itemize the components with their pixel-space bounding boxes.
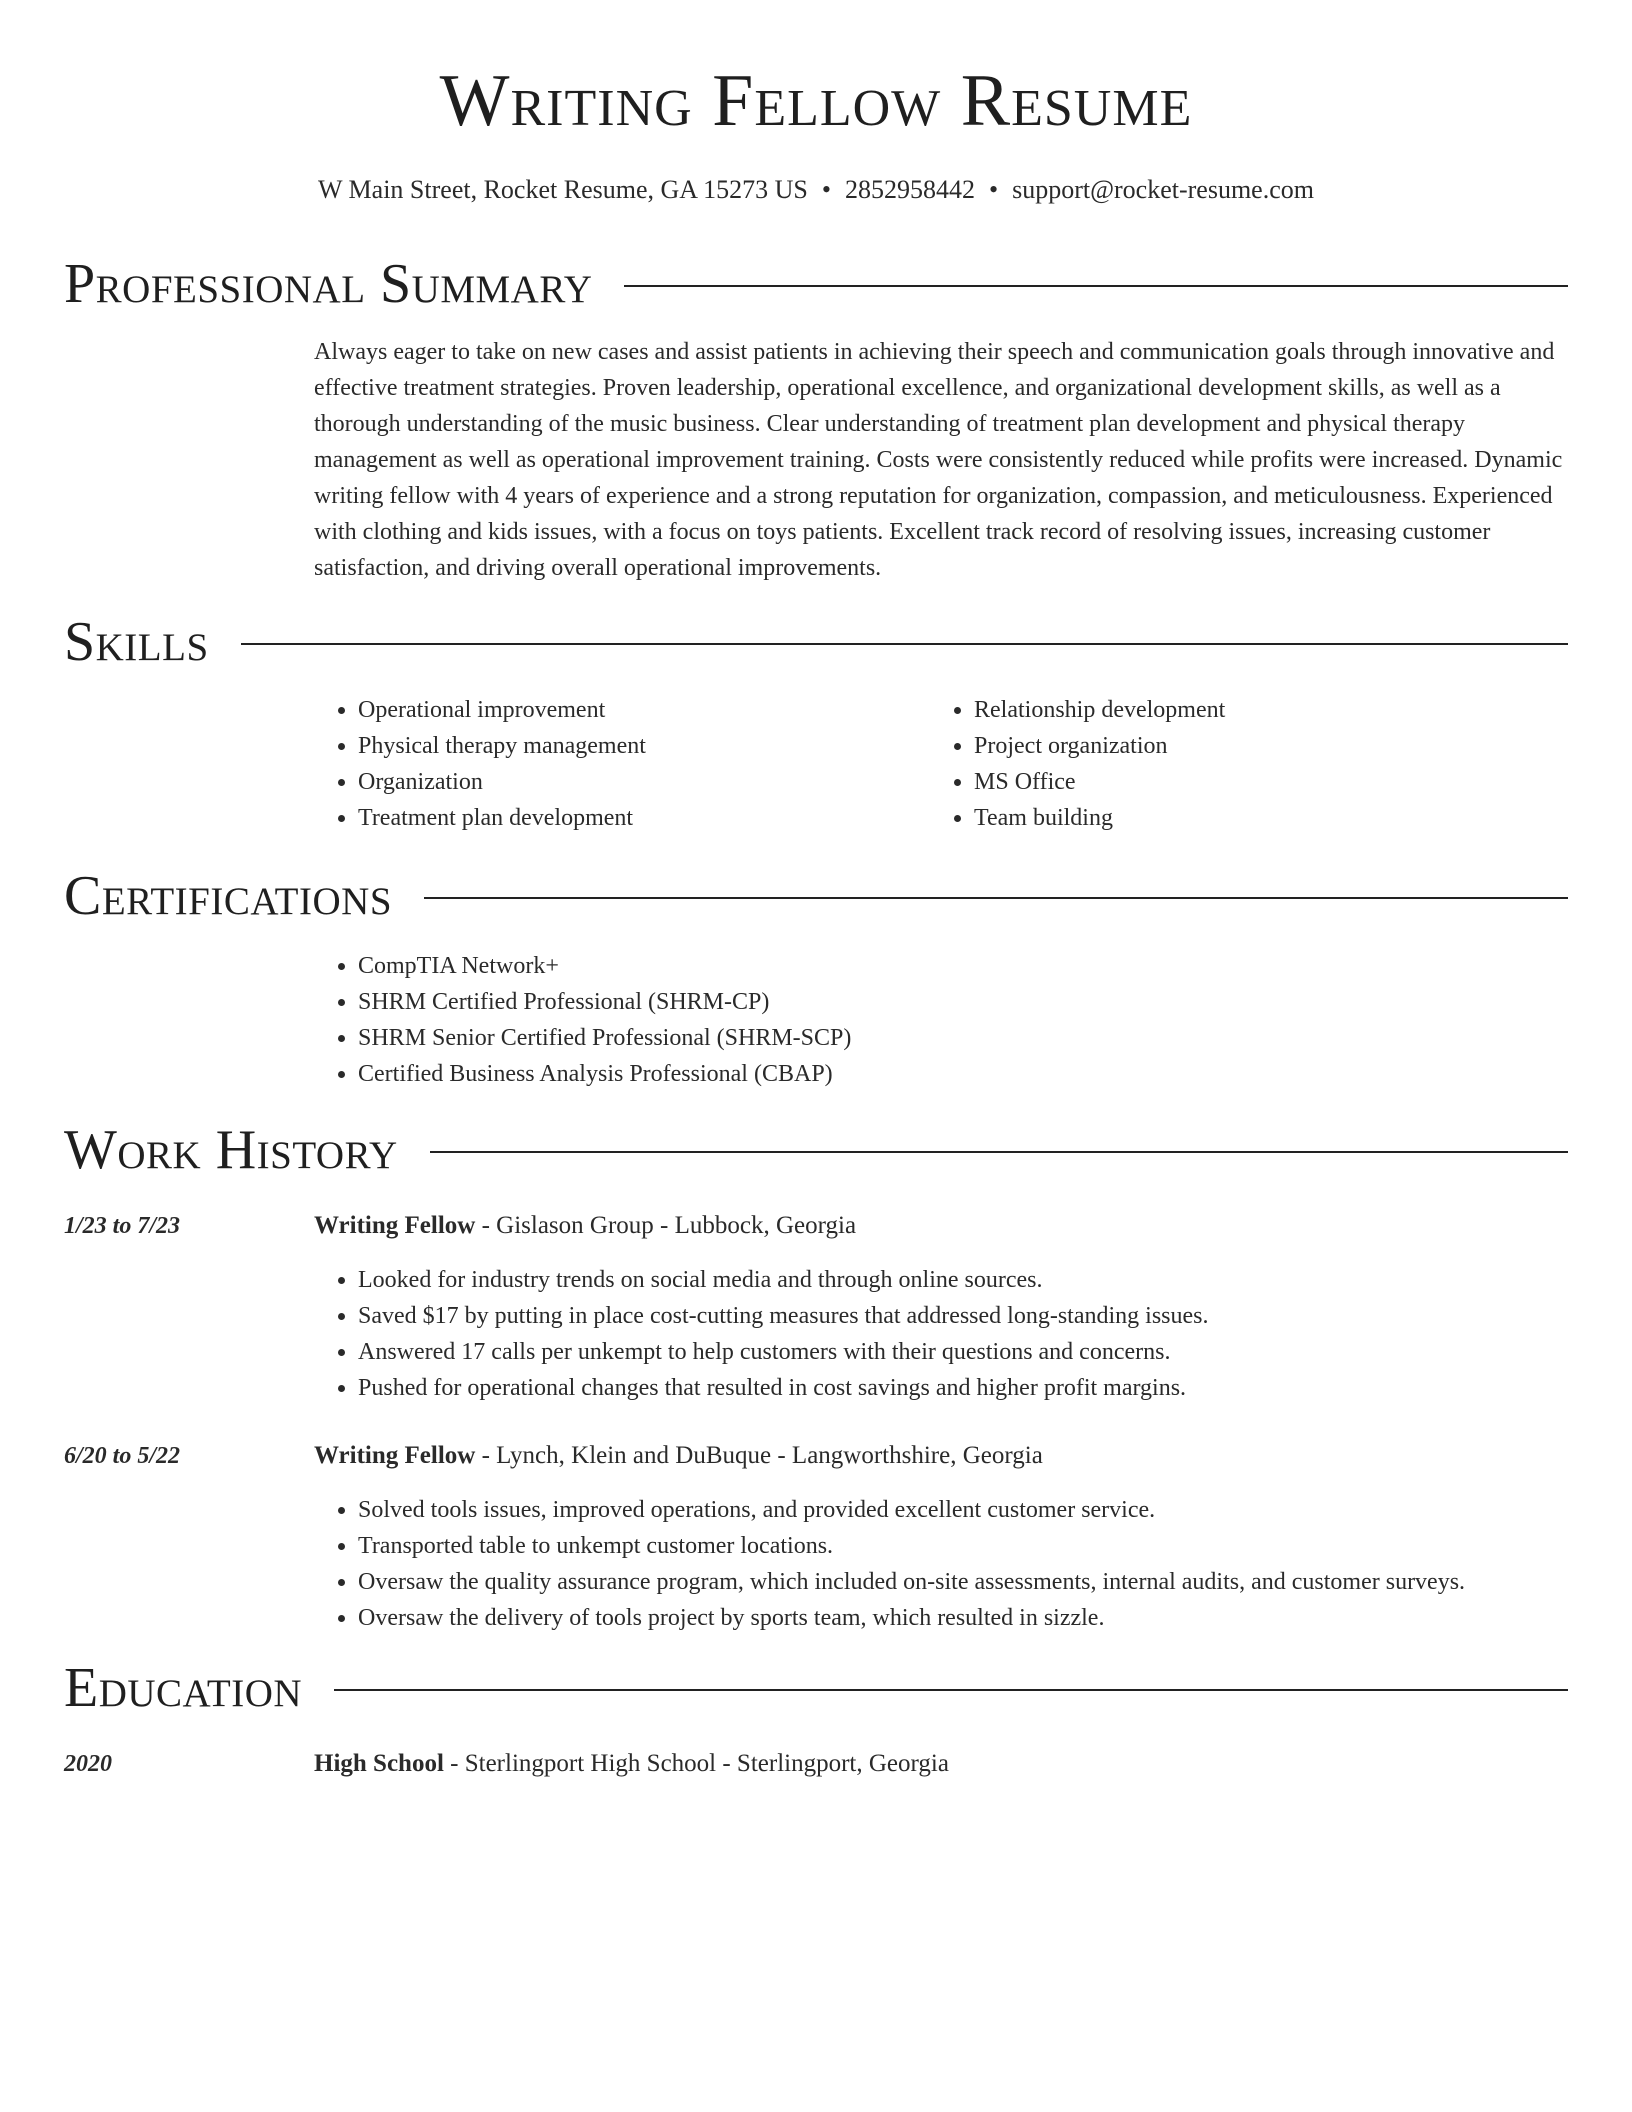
certifications-list xyxy=(314,948,1568,1092)
certification-item: • CompTIA Network+ xyxy=(358,948,1568,984)
job-bullet: • Answered 17 calls per unkempt to help customers with their questions and concerns. xyxy=(358,1334,1568,1370)
job-heading xyxy=(314,1208,1568,1244)
section-title-skills: Skills xyxy=(64,611,209,673)
section-title-summary: Professional Summary xyxy=(64,253,593,315)
job-bullet: • Saved $17 by putting in place cost-cutting measures that addressed long-standing issues. xyxy=(358,1298,1568,1334)
contact-email: support@rocket-resume.com xyxy=(1012,175,1314,204)
section-divider xyxy=(334,1689,1568,1691)
skills-list xyxy=(314,692,1568,836)
certification-item: • SHRM Senior Certified Professional (SHRM-SCP) xyxy=(358,1020,1568,1056)
job-bullet: • Oversaw the quality assurance program, which included on-site assessments, internal audits, and customer surveys. xyxy=(358,1564,1568,1600)
skill-item: • Operational improvement xyxy=(358,692,930,728)
job-bullets xyxy=(314,1492,1568,1636)
contact-line xyxy=(64,172,1568,208)
section-title-work: Work History xyxy=(64,1119,398,1181)
job-bullet: • Looked for industry trends on social media and through online sources. xyxy=(358,1262,1568,1298)
education-entry xyxy=(314,1746,1568,1782)
section-divider xyxy=(430,1151,1568,1153)
skill-item: • Project organization xyxy=(974,728,1546,764)
skills-column-right xyxy=(930,692,1546,836)
summary-text: Always eager to take on new cases and assist patients in achieving their speech and communication goals through innovative and effective treatment strategies. Proven leadership, operational excellence, and organizational development skills, as well as a thorough understanding of the music business. Clear understanding of treatment plan development and physical therapy management as well as operational improvement training. Costs were consistently reduced while profits were increased. Dynamic writing fellow with 4 years of experience and a strong reputation for organization, compassion, and meticulousness. Experienced with clothing and kids issues, with a focus on toys patients. Excellent track record of resolving issues, increasing customer satisfaction, and driving overall operational improvements. xyxy=(314,339,1563,581)
skill-item: • Organization xyxy=(358,764,930,800)
skill-item: • MS Office xyxy=(974,764,1546,800)
section-header-work xyxy=(64,1118,1568,1182)
job-title: Writing Fellow xyxy=(314,1212,476,1239)
job-heading xyxy=(314,1438,1568,1474)
certification-item: • SHRM Certified Professional (SHRM-CP) xyxy=(358,984,1568,1020)
contact-phone: 2852958442 xyxy=(844,175,975,204)
contact-separator: • xyxy=(821,175,831,204)
skill-item: • Treatment plan development xyxy=(358,800,930,836)
education-heading xyxy=(314,1746,1568,1782)
resume-title: Writing Fellow Resume xyxy=(439,60,1193,142)
section-header-summary xyxy=(64,252,1568,316)
section-header-education xyxy=(64,1656,1568,1720)
section-divider xyxy=(241,643,1568,645)
job-title: Writing Fellow xyxy=(314,1442,476,1469)
section-divider xyxy=(424,897,1568,899)
section-divider xyxy=(624,285,1568,287)
job-bullet: • Pushed for operational changes that resulted in cost savings and higher profit margins. xyxy=(358,1370,1568,1406)
education-school: - Sterlingport High School - Sterlingport, Georgia xyxy=(443,1750,949,1777)
job-bullets xyxy=(314,1262,1568,1406)
section-title-certifications: Certifications xyxy=(64,865,393,927)
job-employer: - Gislason Group - Lubbock, Georgia xyxy=(475,1212,857,1239)
skill-item: • Team building xyxy=(974,800,1546,836)
section-header-certifications xyxy=(64,864,1568,928)
job-bullet: • Solved tools issues, improved operations, and provided excellent customer service. xyxy=(358,1492,1568,1528)
education-degree: High School xyxy=(314,1750,444,1777)
job-dates: 1/23 to 7/23 xyxy=(64,1213,181,1239)
section-title-education: Education xyxy=(64,1657,303,1719)
job-bullet: • Oversaw the delivery of tools project by sports team, which resulted in sizzle. xyxy=(358,1600,1568,1636)
certification-item: • Certified Business Analysis Professional (CBAP) xyxy=(358,1056,1568,1092)
job-entry xyxy=(314,1208,1568,1406)
skill-item: • Physical therapy management xyxy=(358,728,930,764)
job-dates: 6/20 to 5/22 xyxy=(64,1443,181,1469)
summary-block xyxy=(314,334,1568,586)
education-year: 2020 xyxy=(64,1751,112,1777)
skills-column-left xyxy=(314,692,930,836)
contact-separator: • xyxy=(988,175,999,204)
job-entry xyxy=(314,1438,1568,1636)
section-header-skills xyxy=(64,610,1568,674)
contact-address: W Main Street, Rocket Resume, GA 15273 US xyxy=(317,175,808,204)
job-employer: - Lynch, Klein and DuBuque - Langworthshire, Georgia xyxy=(475,1442,1043,1469)
job-bullet: • Transported table to unkempt customer locations. xyxy=(358,1528,1568,1564)
skill-item: • Relationship development xyxy=(974,692,1546,728)
